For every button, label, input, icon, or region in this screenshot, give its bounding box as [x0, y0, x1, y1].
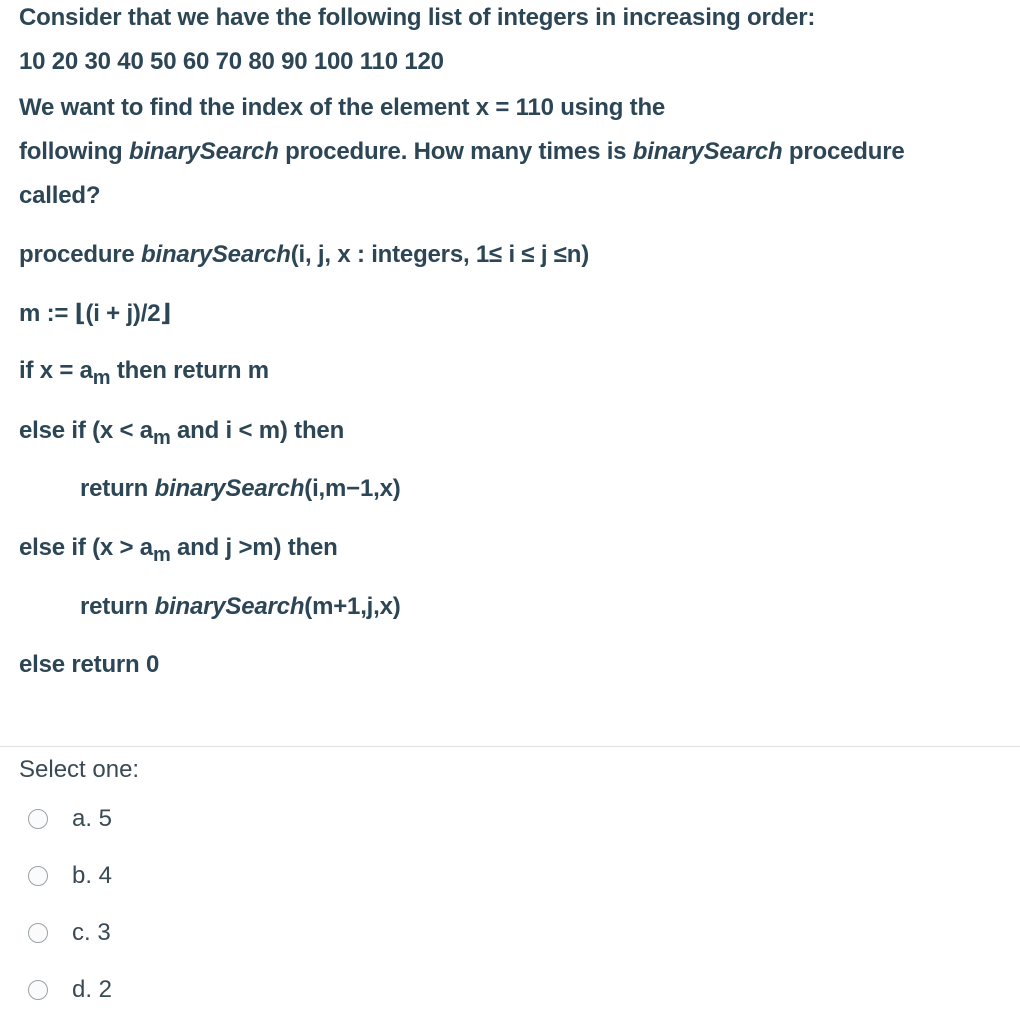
radio-button-b[interactable] — [28, 866, 48, 886]
radio-button-a[interactable] — [28, 809, 48, 829]
code-procedure-line: procedure binarySearch(i, j, x : integers, 1≤ i ≤ j ≤n) — [19, 241, 590, 268]
answer-option-label: a. 5 — [72, 805, 113, 832]
divider — [0, 746, 1020, 747]
code-elseif1-line: else if ($x < a_m$ and i < m) then — [19, 417, 345, 449]
answer-option-label: c. 3 — [72, 919, 111, 946]
radio-button-d[interactable] — [28, 980, 48, 1000]
answer-option-a[interactable] — [28, 804, 112, 834]
code-return1-line: return binarySearch(i,m−1,x) — [80, 475, 401, 502]
code-elseif2-line: else if ($x > a_m$ and j >m) then — [19, 534, 338, 566]
answer-option-label: b. 4 — [72, 862, 113, 889]
answer-option-c[interactable] — [28, 918, 111, 948]
answer-option-b[interactable] — [28, 861, 112, 891]
question-line-2: 10 20 30 40 50 60 70 80 90 100 110 120 — [19, 48, 444, 75]
select-one-label: Select one: — [19, 756, 140, 783]
code-if-line: if $x = a_m$ then return m — [19, 357, 269, 389]
question-line-5: called? — [19, 182, 101, 209]
code-return2-line: return binarySearch(m+1,j,x) — [80, 593, 401, 620]
answer-option-label: d. 2 — [72, 976, 113, 1003]
answer-option-d[interactable] — [28, 975, 112, 1005]
code-assign-line: m := ⌊(i + j)/2⌋ — [19, 300, 172, 327]
question-line-1: Consider that we have the following list of integers in increasing order: — [19, 4, 816, 31]
question-line-4: following binarySearch procedure. How many times is binarySearch procedure — [19, 138, 905, 165]
question-line-3: We want to find the index of the element x = 110 using the — [19, 94, 666, 121]
radio-button-c[interactable] — [28, 923, 48, 943]
code-else-line: else return 0 — [19, 651, 160, 678]
